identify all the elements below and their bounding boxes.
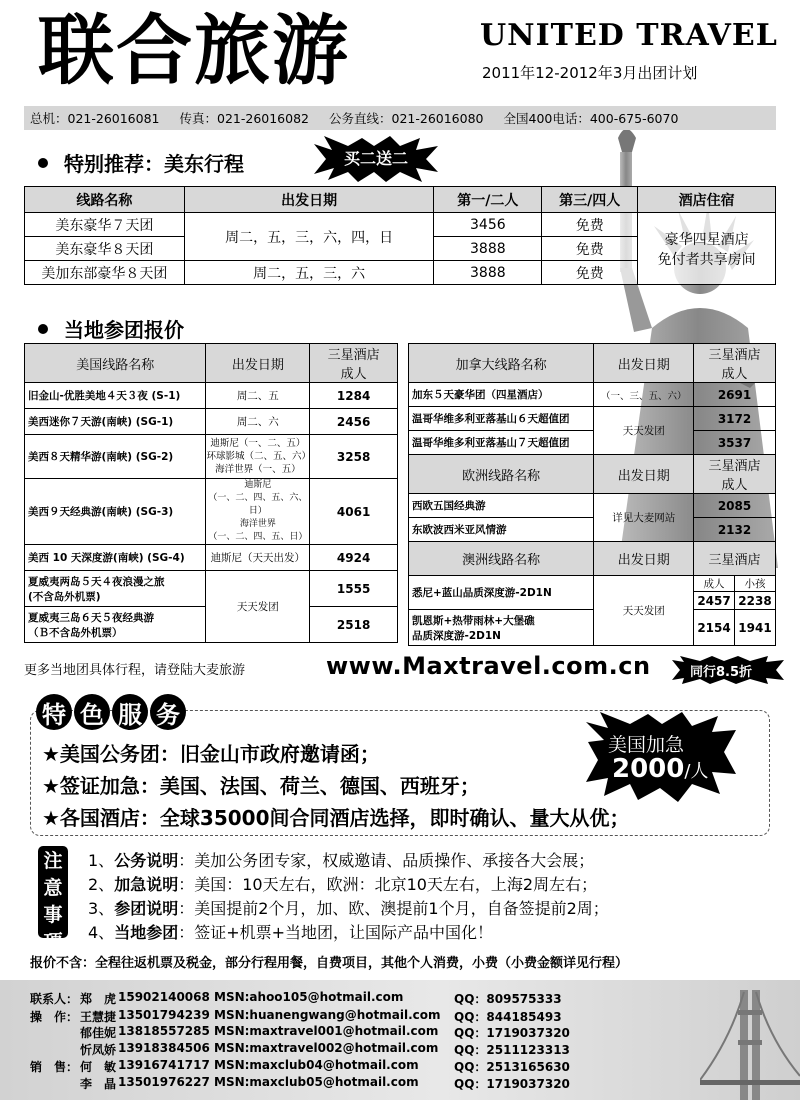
service-item: ★签证加急：美国、法国、荷兰、德国、西班牙； [42,774,480,798]
discount-text: 同行8.5折 [690,665,753,680]
services-title: 特 色 服 务 [36,694,186,730]
urgent-visa-price: 2000/人 [612,754,709,784]
col-p34: 第三/四人 [542,187,638,213]
main-phone: 总机：021-26016081 [30,111,160,126]
fax: 传真：021-26016082 [179,111,309,126]
special-table [24,186,776,285]
contact-row: 郁佳妮 13818557285 MSN:maxtravel001@hotmail.com QQ：1719037320 [80,1024,570,1040]
col-p12: 第一/二人 [434,187,542,213]
business-line: 公务直线：021-26016080 [329,111,484,126]
table-row: 加东５天豪华团（四星酒店） （一、三、五、六） 2691 [409,383,776,407]
urgent-visa-label: 美国加急 [608,734,685,756]
table-row: 温哥华维多利亚落基山６天超值团 天天发团 3172 [409,407,776,431]
us-tours-table: 美国线路名称 出发日期 三星酒店 成人 旧金山-优胜美地４天３夜 (S-1) 周二、五 1284 美西迷你７天游(南峡) (SG-1) 周二、六 2456 美西８天精华游(南峡) (SG-2) 迪斯尼（一、二、五） 环球影城（二、五、六） 海洋世界（一、五） 3258 美西９天经典游(南峡) (SG-3) 迪斯尼 （一、二、四、五、六、日） 海洋世界 （一、二、四、五、日） 4061 美西 10 天深度游(南峡) (SG-4) 迪斯尼（天天出发） 4924 夏威夷两岛５天４夜浪漫之旅 (不含岛外机票) 天天发团 1555 夏威夷三岛６天５夜经典游 （Ｂ不含岛外机票） 2518 [24,343,398,643]
contact-row: 李 晶 13501976227 MSN:maxclub05@hotmail.com QQ：1719037320 [80,1075,570,1091]
col-date: 出发日期 [184,187,434,213]
table-row: 西欧五国经典游 详见大麦网站 2085 [409,494,776,518]
table-row: 美东豪华８天团 3888 免费 [25,237,776,261]
table-row: 美西 10 天深度游(南峡) (SG-4) 迪斯尼（天天出发） 4924 [25,545,398,571]
hotel-cell: 豪华四星酒店 免付者共享房间 [638,213,776,285]
local-section-title: 当地参团报价 [38,314,184,343]
notice-item: 3、参团说明：美国提前2个月，加、欧、澳提前1个月，自备签提前2周； [88,899,609,918]
table-row: 温哥华维多利亚落基山７天超值团 3537 [409,431,776,455]
price-exclusions: 报价不含：全程往返机票及税金，部分行程用餐，自费项目，其他个人消费，小费（小费金额详见行程） [30,956,629,971]
promo-text: 买二送二 [344,149,409,168]
hotline-400: 全国400电话：400-675-6070 [503,111,679,126]
notice-item: 2、加急说明：美国：10天左右，欧洲：北京10天左右，上海2周左右； [88,875,598,894]
website-link[interactable]: www.Maxtravel.com.cn [326,652,651,680]
table-row: 美加东部豪华８天团 周二，五，三，六 3888 免费 [25,261,776,285]
table-row: 夏威夷三岛６天５夜经典游 （Ｂ不含岛外机票） 2518 [25,607,398,643]
brand-english-title: UNITED TRAVEL [480,18,778,53]
notice-item: 1、公务说明：美加公务团专家，权威邀请、品质操作、承接各大会展； [88,851,595,870]
table-row: 旧金山-优胜美地４天３夜 (S-1) 周二、五 1284 [25,383,398,409]
col-route: 线路名称 [25,187,185,213]
contact-row: 联系人： 郑 虎 15902140068 MSN:ahoo105@hotmail.com QQ：809575333 [30,990,562,1006]
brand-title: 联合旅游 [38,6,350,95]
contact-bar [24,106,776,130]
table-row: 美西８天精华游(南峡) (SG-2) 迪斯尼（一、二、五） 环球影城（二、五、六） 海洋世界（一、五） 3258 [25,435,398,479]
service-item: ★各国酒店：全球35000间合同酒店选择，即时确认、量大从优； [42,806,630,830]
special-section-title: 特别推荐：美东行程 [38,148,244,177]
table-row: 凯恩斯+热带雨林+大堡礁 品质深度游-2D1N 2154 1941 [409,610,776,646]
contact-row: 操 作： 王慧捷 13501794239 MSN:huanengwang@hotmail.com QQ：844185493 [30,1008,562,1024]
table-row: 美东豪华７天团 周二，五，三，六，四，日 3456 免费 豪华四星酒店 免付者共享房间 [25,213,776,237]
notice-badge: 注 意 事 项 [38,846,68,938]
table-row: 美西迷你７天游(南峡) (SG-1) 周二、六 2456 [25,409,398,435]
notice-item: 4、当地参团：签证+机票+当地团，让国际产品中国化！ [88,923,494,942]
table-row: 美西９天经典游(南峡) (SG-3) 迪斯尼 （一、二、四、五、六、日） 海洋世界 （一、二、四、五、日） 4061 [25,479,398,545]
intl-tours-table: 加拿大线路名称 出发日期 三星酒店 成人 加东５天豪华团（四星酒店） （一、三、五、六） 2691 温哥华维多利亚落基山６天超值团 天天发团 3172 温哥华维多利亚落基山７天超值团 3537 欧洲线路名称 出发日期 三星酒店 成人 西欧五国经典游 详见大麦网站 2085 东欧波西米亚风情游 2132 澳洲线路名称 出发日期 三星酒店 悉尼+蓝山品质深度游-2D1N 天天发团 成人 小孩 2457 2238 凯恩斯+热带雨林+大堡礁 品质深度游-2D1N 2154 1941 [408,343,776,646]
more-info-text: 更多当地团具体行程，请登陆大麦旅游 [24,663,246,678]
table-row: 2457 2238 [409,592,776,610]
schedule-subtitle: 2011年12-2012年3月出团计划 [482,64,698,82]
bullet-icon [38,158,48,168]
table-row: 东欧波西米亚风情游 2132 [409,518,776,542]
service-item: ★美国公务团：旧金山市政府邀请函； [42,742,380,766]
col-hotel: 酒店住宿 [638,187,776,213]
golden-gate-bridge-image [700,980,800,1100]
contact-row: 忻凤娇 13918384506 MSN:maxtravel002@hotmail.com QQ：2511123313 [80,1041,570,1057]
bullet-icon [38,324,48,334]
table-row: 夏威夷两岛５天４夜浪漫之旅 (不含岛外机票) 天天发团 1555 [25,571,398,607]
contact-row: 销 售： 何 敏 13916741717 MSN:maxclub04@hotmail.com QQ：2513165630 [30,1058,570,1074]
